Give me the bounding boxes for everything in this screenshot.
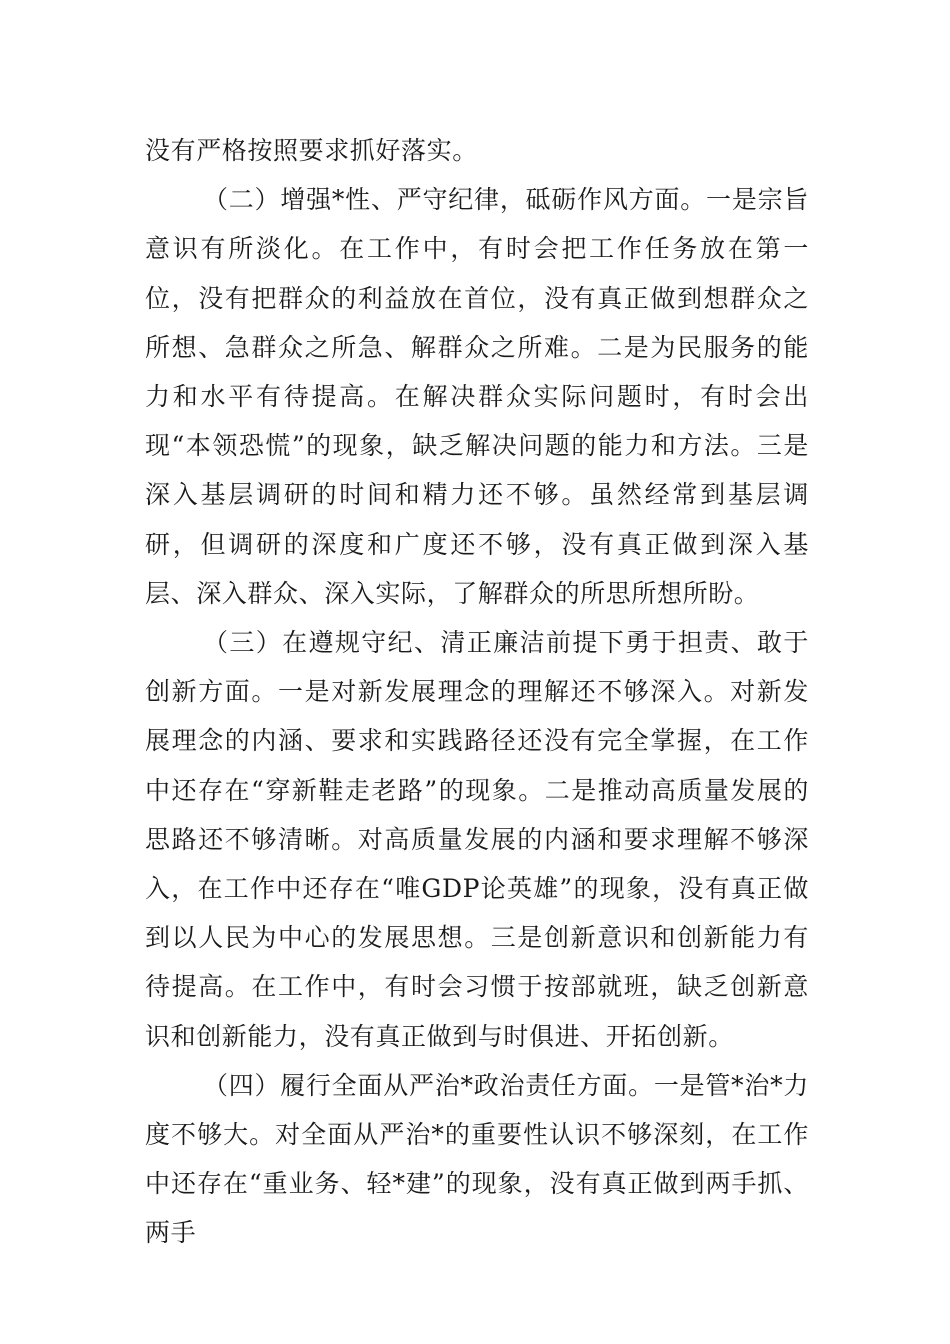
paragraph-continuation: 没有严格按照要求抓好落实。 — [145, 136, 478, 165]
paragraph-section-4: （四）履行全面从严治*政治责任方面。一是管*治*力度不够大。对全面从严治*的重要性认识不够深刻，在工作中还存在“重业务、轻*建”的现象，没有真正做到两手抓、两手 — [145, 1070, 809, 1248]
document-body — [145, 126, 809, 1258]
paragraph-section-2: （二）增强*性、严守纪律，砥砺作风方面。一是宗旨意识有所淡化。在工作中，有时会把工作任务放在第一位，没有把群众的利益放在首位，没有真正做到想群众之所想、急群众之所急、解群众之所难。二是为民服务的能力和水平有待提高。在解决群众实际问题时，有时会出现“本领恐慌”的现象，缺乏解决问题的能力和方法。三是深入基层调研的时间和精力还不够。虽然经常到基层调研，但调研的深度和广度还不够，没有真正做到深入基层、深入群众、深入实际，了解群众的所思所想所盼。 — [145, 185, 809, 608]
paragraph-section-3: （三）在遵规守纪、清正廉洁前提下勇于担责、敢于创新方面。一是对新发展理念的理解还不够深入。对新发展理念的内涵、要求和实践路径还没有完全掌握，在工作中还存在“穿新鞋走老路”的现象。二是推动高质量发展的思路还不够清晰。对高质量发展的内涵和要求理解不够深入，在工作中还存在“唯GDP论英雄”的现象，没有真正做到以人民为中心的发展思想。三是创新意识和创新能力有待提高。在工作中，有时会习惯于按部就班，缺乏创新意识和创新能力，没有真正做到与时俱进、开拓创新。 — [145, 628, 809, 1051]
